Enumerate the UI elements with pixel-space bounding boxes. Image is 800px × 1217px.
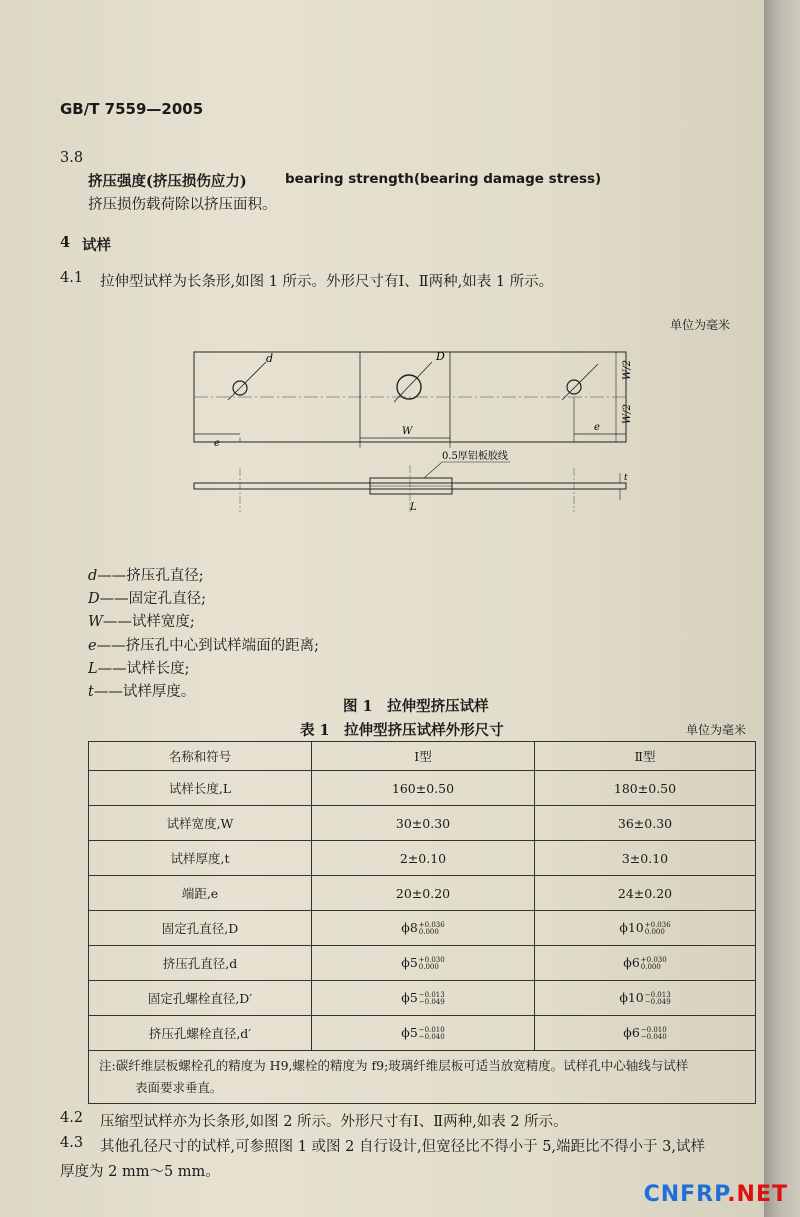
section-4-3-line2: 厚度为 2 mm～5 mm。 [60, 1164, 220, 1180]
legend-item: t——试样厚度。 [88, 684, 196, 701]
section-4-1-text: 拉伸型试样为长条形,如图 1 所示。外形尺寸有Ⅰ、Ⅱ两种,如表 1 所示。 [100, 274, 554, 290]
table-cell: ϕ6+0.030 0.000 [535, 946, 756, 981]
table-cell: 挤压孔直径,d [89, 946, 312, 981]
table-cell: 20±0.20 [312, 876, 535, 911]
table-caption: 表 1 拉伸型挤压试样外形尺寸 [300, 722, 504, 739]
table-cell: ϕ5−0.010 −0.040 [312, 1016, 535, 1051]
legend-item: L——试样长度; [88, 660, 190, 677]
legend-item: W——试样宽度; [88, 614, 195, 631]
table-header-cell: 名称和符号 [89, 742, 312, 771]
page-edge [764, 0, 800, 1217]
table-unit-label: 单位为毫米 [686, 723, 747, 737]
section-4-3-line1: 其他孔径尺寸的试样,可参照图 1 或图 2 自行设计,但宽径比不得小于 5,端距比不得小于 3,试样 [100, 1139, 705, 1155]
table-cell: 试样宽度,W [89, 806, 312, 841]
table-row [89, 981, 756, 1016]
label-d: d [266, 352, 274, 365]
section-4-2-number: 4.2 [60, 1110, 84, 1126]
legend-item: d——挤压孔直径; [88, 568, 204, 584]
table-cell: 180±0.50 [535, 771, 756, 806]
table-cell: 2±0.10 [312, 841, 535, 876]
table-header-cell: Ⅱ型 [535, 742, 756, 771]
figure-caption: 图 1 拉伸型挤压试样 [343, 698, 489, 715]
figure-legend [88, 565, 319, 704]
label-glue: 0.5厚铝板胶线 [442, 451, 508, 462]
table-cell: 固定孔螺栓直径,D′ [89, 981, 312, 1016]
table-header-cell: Ⅰ型 [312, 742, 535, 771]
term-definition: 挤压损伤载荷除以挤压面积。 [88, 197, 277, 213]
table-row [89, 876, 756, 911]
table-cell: ϕ10−0.013 −0.049 [535, 981, 756, 1016]
section-3-8-number: 3.8 [60, 150, 84, 166]
label-D: D [436, 350, 445, 363]
table-row [89, 806, 756, 841]
table-row [89, 1016, 756, 1051]
standard-number: GB/T 7559—2005 [60, 100, 204, 118]
table-header-row [89, 742, 756, 771]
table-cell: 24±0.20 [535, 876, 756, 911]
table-cell: ϕ6−0.010 −0.040 [535, 1016, 756, 1051]
table-cell: 端距,e [89, 876, 312, 911]
table-note: 注:碳纤维层板螺栓孔的精度为 H9,螺栓的精度为 f9;玻璃纤维层板可适当放宽精度。试样孔中心轴线与试样 表面要求垂直。 [89, 1051, 756, 1104]
section-4-3-number: 4.3 [60, 1135, 84, 1151]
term-english: bearing strength(bearing damage stress) [285, 171, 602, 187]
specimen-figure [180, 340, 650, 530]
section-4-number: 4 [60, 234, 71, 251]
table-cell: 3±0.10 [535, 841, 756, 876]
table-cell: 30±0.30 [312, 806, 535, 841]
label-w2-bottom: W/2 [622, 403, 633, 424]
table-cell: 36±0.30 [535, 806, 756, 841]
label-e-right: e [594, 422, 600, 433]
table-row [89, 911, 756, 946]
table-cell: 试样厚度,t [89, 841, 312, 876]
table-cell: 固定孔直径,D [89, 911, 312, 946]
section-4-title: 试样 [82, 237, 111, 254]
label-W: W [402, 426, 413, 437]
table-cell: ϕ8+0.036 0.000 [312, 911, 535, 946]
label-t: t [624, 473, 628, 483]
label-L: L [410, 502, 417, 513]
site-watermark: CNFRP.NET [643, 1182, 788, 1207]
table-cell: ϕ5−0.013 −0.049 [312, 981, 535, 1016]
dimension-table [88, 741, 756, 1104]
table-row [89, 771, 756, 806]
section-4-2-text: 压缩型试样亦为长条形,如图 2 所示。外形尺寸有Ⅰ、Ⅱ两种,如表 2 所示。 [100, 1114, 568, 1130]
figure-unit-label: 单位为毫米 [670, 318, 731, 332]
term-chinese: 挤压强度(挤压损伤应力) [88, 173, 247, 190]
table-cell: 挤压孔螺栓直径,d′ [89, 1016, 312, 1051]
label-w2-top: W/2 [622, 359, 633, 380]
legend-item: D——固定孔直径; [88, 591, 207, 608]
table-row [89, 946, 756, 981]
table-cell: 160±0.50 [312, 771, 535, 806]
legend-item: e——挤压孔中心到试样端面的距离; [88, 637, 319, 654]
table-cell: ϕ10+0.036 0.000 [535, 911, 756, 946]
table-note-row [89, 1051, 756, 1104]
section-4-1-number: 4.1 [60, 270, 84, 286]
table-row [89, 841, 756, 876]
table-cell: 试样长度,L [89, 771, 312, 806]
table-cell: ϕ5+0.030 0.000 [312, 946, 535, 981]
label-e-left: e [214, 438, 220, 449]
